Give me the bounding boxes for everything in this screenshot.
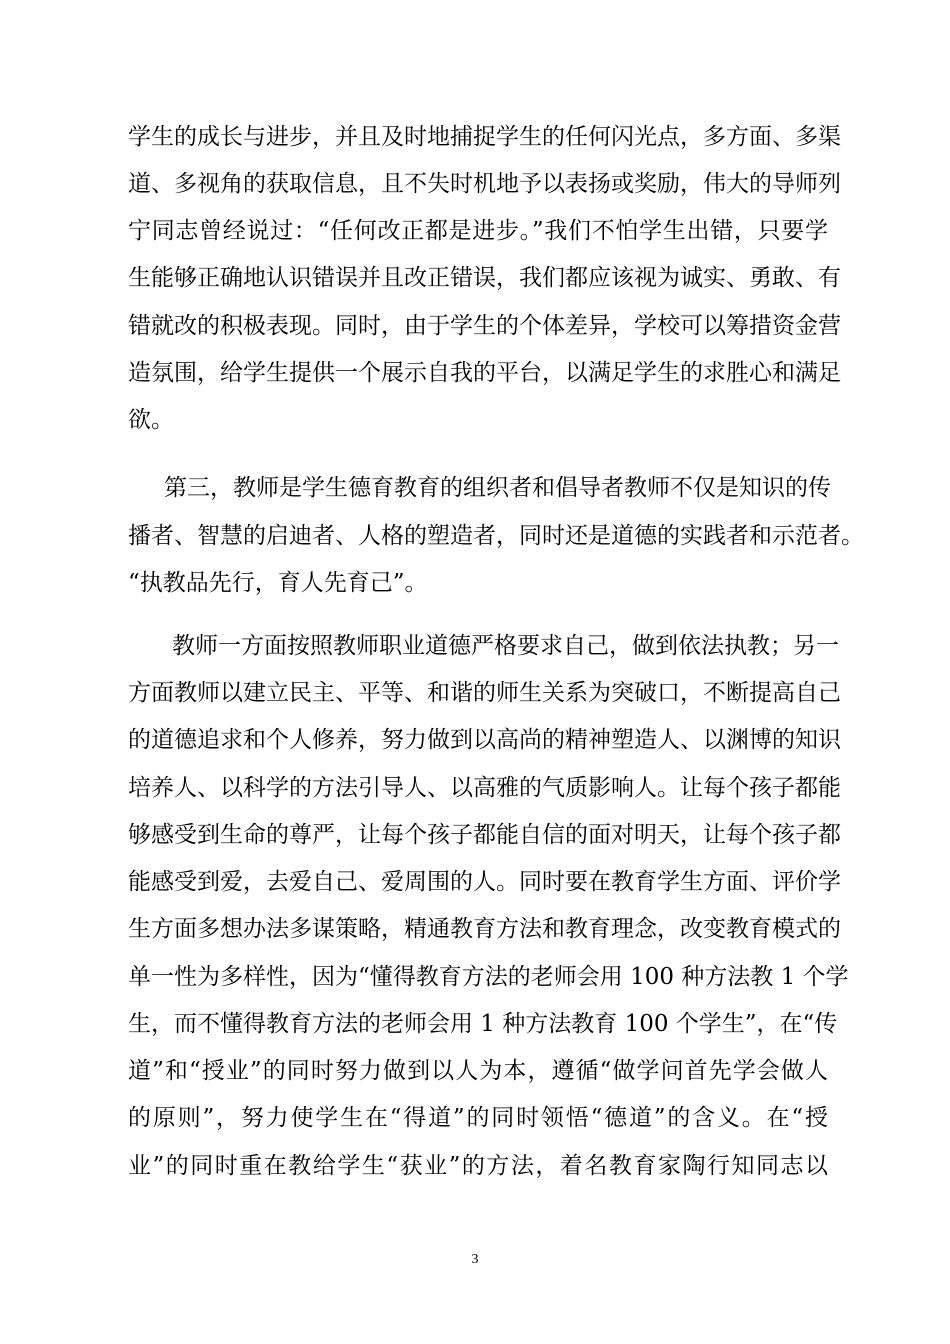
- text-line: 欲。: [128, 407, 174, 433]
- text-line: 道、多视角的获取信息，且不失时机地予以表扬或奖励，伟大的导师列: [128, 171, 841, 197]
- text-line: 能感受到爱，去爱自己、爱周围的人。同时要在教育学生方面、评价学: [128, 869, 841, 895]
- text-line: 的道德追求和个人修养，努力做到以高尚的精神塑造人、以渊博的知识: [128, 727, 841, 753]
- text-line: 造氛围，给学生提供一个展示自我的平台，以满足学生的求胜心和满足: [128, 360, 841, 386]
- text-line: 教师一方面按照教师职业道德严格要求自己，做到依法执教；另一: [172, 633, 839, 659]
- text-line: 够感受到生命的尊严，让每个孩子都能自信的面对明天，让每个孩子都: [128, 822, 841, 848]
- text-line: 第三，教师是学生德育教育的组织者和倡导者教师不仅是知识的传: [164, 475, 831, 501]
- text-line: 方面教师以建立民主、平等、和谐的师生关系为突破口，不断提高自己: [128, 680, 841, 706]
- page-number: 3: [471, 1252, 479, 1267]
- text-line: “执教品先行，育人先育己”。: [128, 570, 428, 596]
- text-line: 生能够正确地认识错误并且改正错误，我们都应该视为诚实、勇敢、有: [128, 265, 841, 291]
- text-line: 学生的成长与进步，并且及时地捕捉学生的任何闪光点，多方面、多渠: [128, 124, 841, 150]
- text-line: 生，而不懂得教育方法的老师会用 1 种方法教育 100 个学生”，在“传: [128, 1011, 838, 1037]
- text-line: 生方面多想办法多谋策略，精通教育方法和教育理念，改变教育模式的: [128, 916, 841, 942]
- text-line: 播者、智慧的启迪者、人格的塑造者，同时还是道德的实践者和示范者。: [128, 523, 864, 549]
- text-line: 的原则”，努力使学生在“得道”的同时领悟“德道”的含义。在“授: [128, 1105, 828, 1131]
- text-line: 宁同志曾经说过：“任何改正都是进步。”我们不怕学生出错，只要学: [128, 218, 828, 244]
- text-line: 错就改的积极表现。同时，由于学生的个体差异，学校可以筹措资金营: [128, 313, 841, 339]
- text-line: 道”和“授业”的同时努力做到以人为本，遵循“做学问首先学会做人: [128, 1058, 828, 1084]
- text-line: 单一性为多样性，因为“懂得教育方法的老师会用 100 种方法教 1 个学: [128, 964, 849, 990]
- text-line: 业”的同时重在教给学生“获业”的方法，着名教育家陶行知同志以: [128, 1153, 828, 1179]
- text-line: 培养人、以科学的方法引导人、以高雅的气质影响人。让每个孩子都能: [128, 775, 841, 801]
